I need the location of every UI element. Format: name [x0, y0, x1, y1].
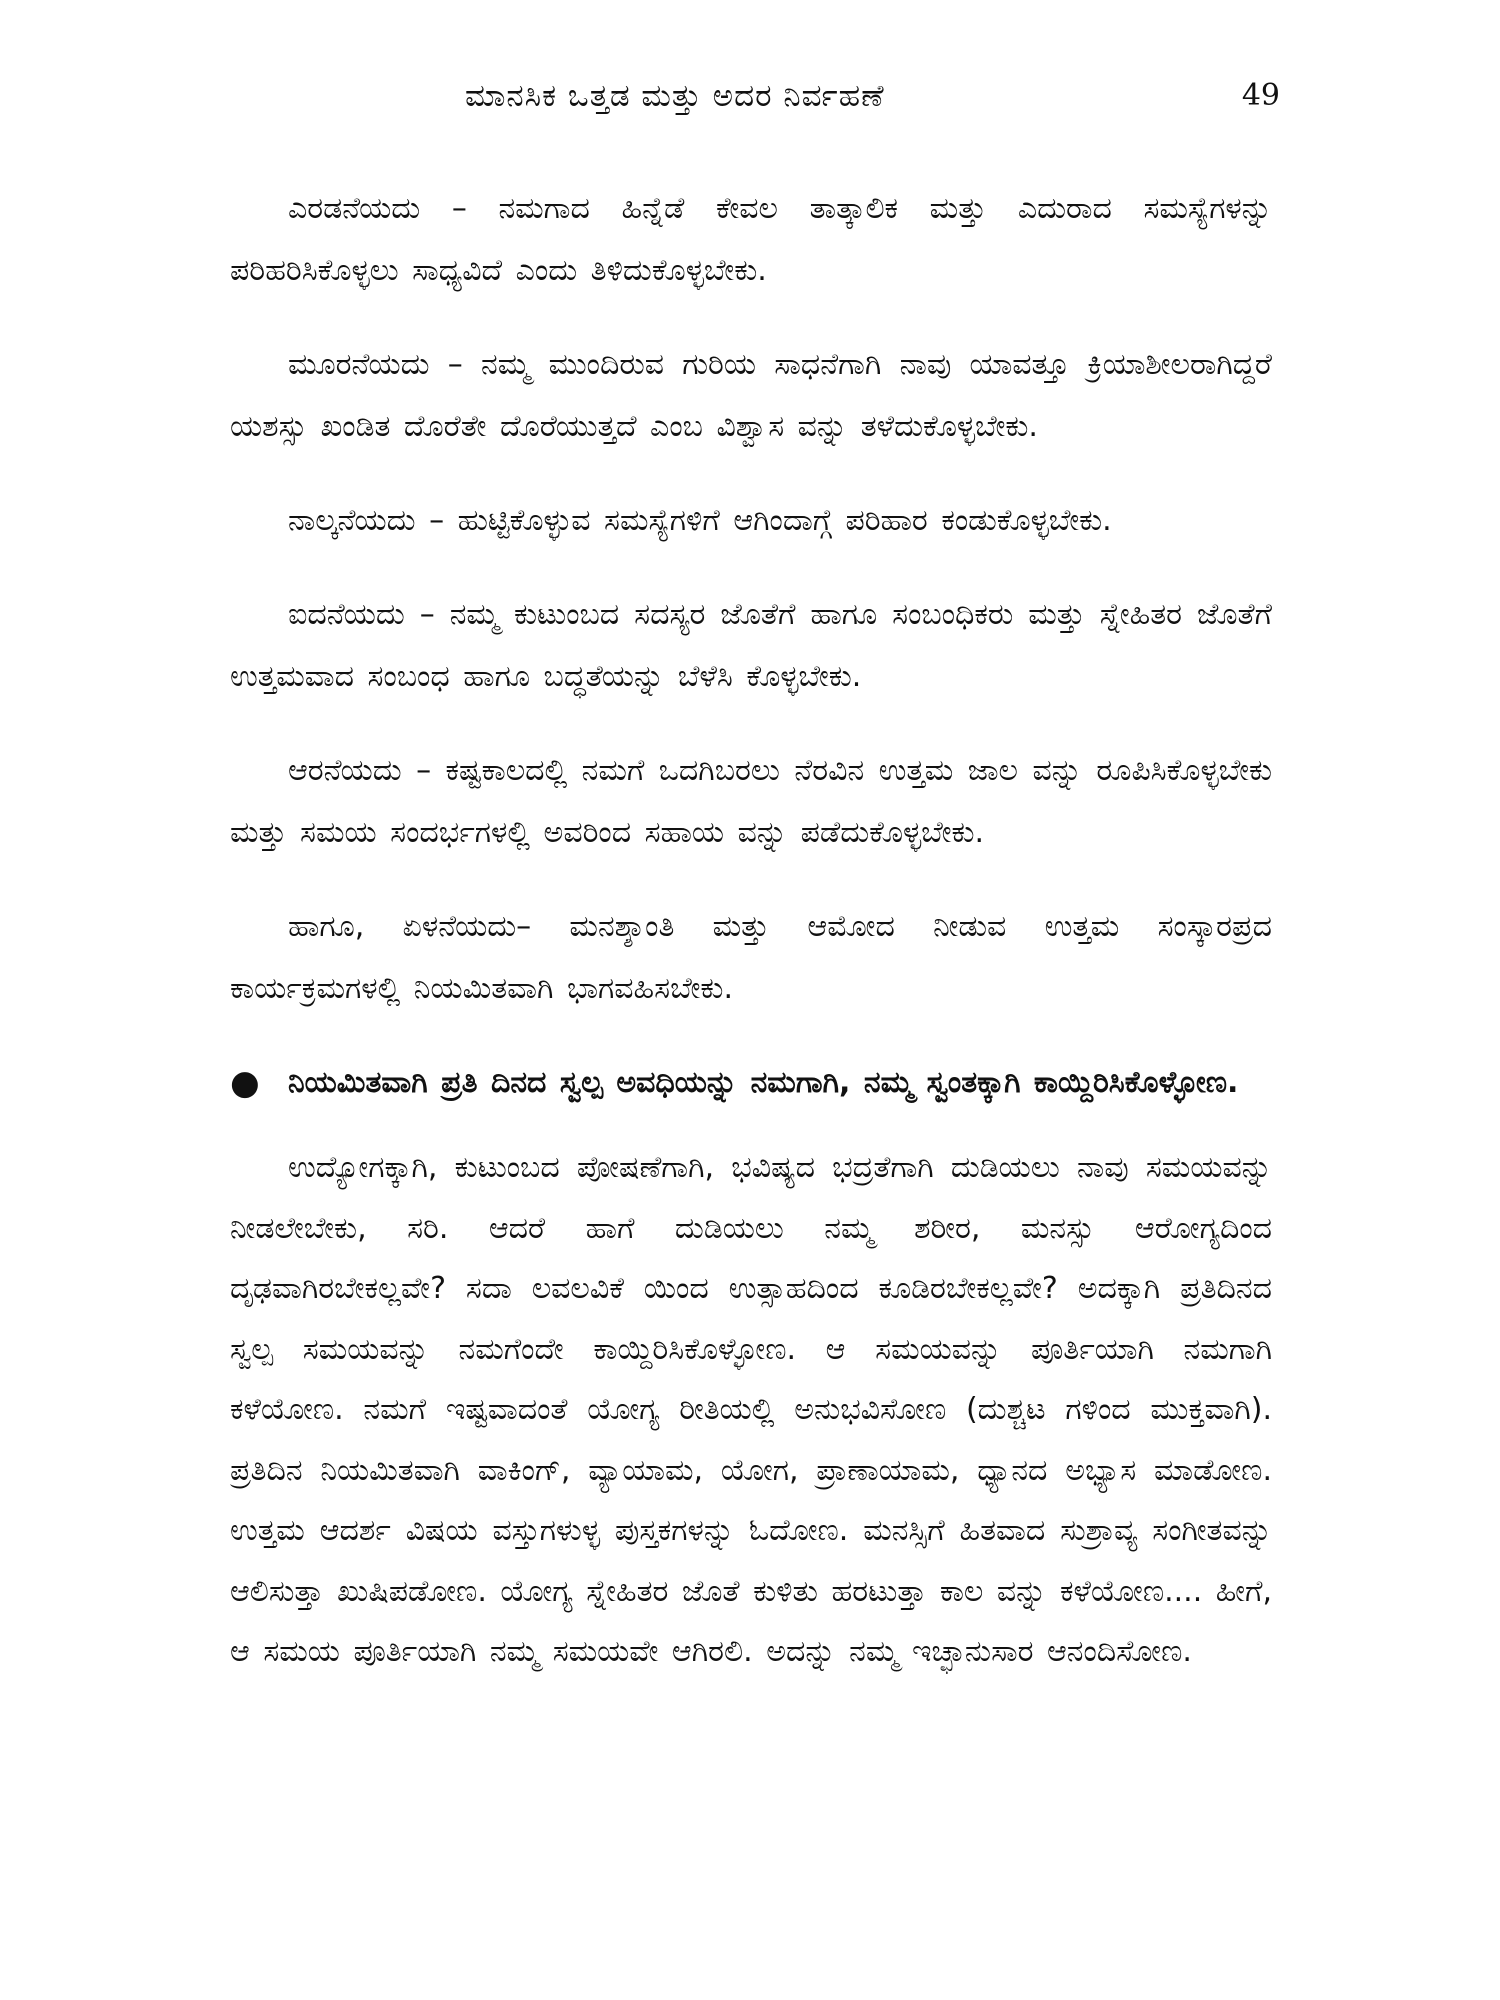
paragraph-seventh: ಹಾಗೂ, ಏಳನೆಯದು– ಮನಶ್ಶಾಂತಿ ಮತ್ತು ಆಮೋದ ನೀಡುವ ಉತ್ತಮ ಸಂಸ್ಕಾರಪ್ರದ ಕಾರ್ಯಕ್ರಮಗಳಲ್ಲಿ ನಿಯಮಿತವಾಗಿ ಭಾಗವಹಿಸಬೇಕು.: [230, 909, 1272, 1006]
bullet-dot-icon: ●: [230, 1063, 260, 1103]
bullet-heading: [230, 1052, 1272, 1114]
running-header: [280, 78, 1280, 128]
paragraph-fifth: ಐದನೆಯದು – ನಮ್ಮ ಕುಟುಂಬದ ಸದಸ್ಯರ ಜೊತೆಗೆ ಹಾಗೂ ಸಂಬಂಧಿಕರು ಮತ್ತು ಸ್ನೇಹಿತರ ಜೊತೆಗೆ ಉತ್ತಮವಾದ ಸಂಬಂಧ ಹಾಗೂ ಬದ್ಧತೆಯನ್ನು ಬೆಳೆಸಿ ಕೊಳ್ಳಬೇಕು.: [230, 597, 1272, 694]
paragraph-sixth: ಆರನೆಯದು – ಕಷ್ಟಕಾಲದಲ್ಲಿ ನಮಗೆ ಒದಗಿಬರಲು ನೆರವಿನ ಉತ್ತಮ ಜಾಲ ವನ್ನು ರೂಪಿಸಿಕೊಳ್ಳಬೇಕು ಮತ್ತು ಸಮಯ ಸಂದರ್ಭಗಳಲ್ಲಿ ಅವರಿಂದ ಸಹಾಯ ವನ್ನು ಪಡೆದುಕೊಳ್ಳಬೇಕು.: [230, 753, 1272, 850]
bullet-heading-text: ನಿಯಮಿತವಾಗಿ ಪ್ರತಿ ದಿನದ ಸ್ವಲ್ಪ ಅವಧಿಯನ್ನು ನಮಗಾಗಿ, ನಮ್ಮ ಸ್ವಂತಕ್ಕಾಗಿ ಕಾಯ್ದಿರಿಸಿಕೊಳ್ಳೋಣ.: [288, 1065, 1239, 1100]
page-number: 49: [1241, 78, 1280, 113]
body-text: [230, 178, 1272, 1683]
paragraph-self-time: ಉದ್ಯೋಗಕ್ಕಾಗಿ, ಕುಟುಂಬದ ಪೋಷಣೆಗಾಗಿ, ಭವಿಷ್ಯದ ಭದ್ರತೆಗಾಗಿ ದುಡಿಯಲು ನಾವು ಸಮಯವನ್ನು ನೀಡಲೇಬೇಕು, ಸರಿ. ಆದರೆ ಹಾಗೆ ದುಡಿಯಲು ನಮ್ಮ ಶರೀರ, ಮನಸ್ಸು ಆರೋಗ್ಯದಿಂದ ದೃಢವಾಗಿರಬೇಕಲ್ಲವೇ? ಸದಾ ಲವಲವಿಕೆ ಯಿಂದ ಉತ್ಸಾಹದಿಂದ ಕೂಡಿರಬೇಕಲ್ಲವೇ? ಅದಕ್ಕಾಗಿ ಪ್ರತಿದಿನದ ಸ್ವಲ್ಪ ಸಮಯವನ್ನು ನಮಗೆಂದೇ ಕಾಯ್ದಿರಿಸಿಕೊಳ್ಳೋಣ. ಆ ಸಮಯವನ್ನು ಪೂರ್ತಿಯಾಗಿ ನಮಗಾಗಿ ಕಳೆಯೋಣ. ನಮಗೆ ಇಷ್ಟವಾದಂತೆ ಯೋಗ್ಯ ರೀತಿಯಲ್ಲಿ ಅನುಭವಿಸೋಣ (ದುಶ್ಚಟ ಗಳಿಂದ ಮುಕ್ತವಾಗಿ). ಪ್ರತಿದಿನ ನಿಯಮಿತವಾಗಿ ವಾಕಿಂಗ್, ವ್ಯಾಯಾಮ, ಯೋಗ, ಪ್ರಾಣಾಯಾಮ, ಧ್ಯಾನದ ಅಭ್ಯಾಸ ಮಾಡೋಣ. ಉತ್ತಮ ಆದರ್ಶ ವಿಷಯ ವಸ್ತುಗಳುಳ್ಳ ಪುಸ್ತಕಗಳನ್ನು ಓದೋಣ. ಮನಸ್ಸಿಗೆ ಹಿತವಾದ ಸುಶ್ರಾವ್ಯ ಸಂಗೀತವನ್ನು ಆಲಿಸುತ್ತಾ ಖುಷಿಪಡೋಣ. ಯೋಗ್ಯ ಸ್ನೇಹಿತರ ಜೊತೆ ಕುಳಿತು ಹರಟುತ್ತಾ ಕಾಲ ವನ್ನು ಕಳೆಯೋಣ.... ಹೀಗೆ, ಆ ಸಮಯ ಪೂರ್ತಿಯಾಗಿ ನಮ್ಮ ಸಮಯವೇ ಆಗಿರಲಿ. ಅದನ್ನು ನಮ್ಮ ಇಚ್ಛಾನುಸಾರ ಆನಂದಿಸೋಣ.: [230, 1150, 1272, 1669]
paragraph-third: ಮೂರನೆಯದು – ನಮ್ಮ ಮುಂದಿರುವ ಗುರಿಯ ಸಾಧನೆಗಾಗಿ ನಾವು ಯಾವತ್ತೂ ಕ್ರಿಯಾಶೀಲರಾಗಿದ್ದರೆ ಯಶಸ್ಸು ಖಂಡಿತ ದೊರೆತೇ ದೊರೆಯುತ್ತದೆ ಎಂಬ ವಿಶ್ವಾಸ ವನ್ನು ತಳೆದುಕೊಳ್ಳಬೇಕು.: [230, 347, 1272, 444]
running-title: ಮಾನಸಿಕ ಒತ್ತಡ ಮತ್ತು ಅದರ ನಿರ್ವಹಣೆ: [465, 78, 885, 114]
paragraph-second: ಎರಡನೆಯದು – ನಮಗಾದ ಹಿನ್ನೆಡೆ ಕೇವಲ ತಾತ್ಕಾಲಿಕ ಮತ್ತು ಎದುರಾದ ಸಮಸ್ಯೆಗಳನ್ನು ಪರಿಹರಿಸಿಕೊಳ್ಳಲು ಸಾಧ್ಯವಿದೆ ಎಂದು ತಿಳಿದುಕೊಳ್ಳಬೇಕು.: [230, 191, 1272, 288]
paragraph-fourth: ನಾಲ್ಕನೆಯದು – ಹುಟ್ಟಿಕೊಳ್ಳುವ ಸಮಸ್ಯೆಗಳಿಗೆ ಆಗಿಂದಾಗ್ಗೆ ಪರಿಹಾರ ಕಂಡುಕೊಳ್ಳಬೇಕು.: [288, 503, 1112, 538]
